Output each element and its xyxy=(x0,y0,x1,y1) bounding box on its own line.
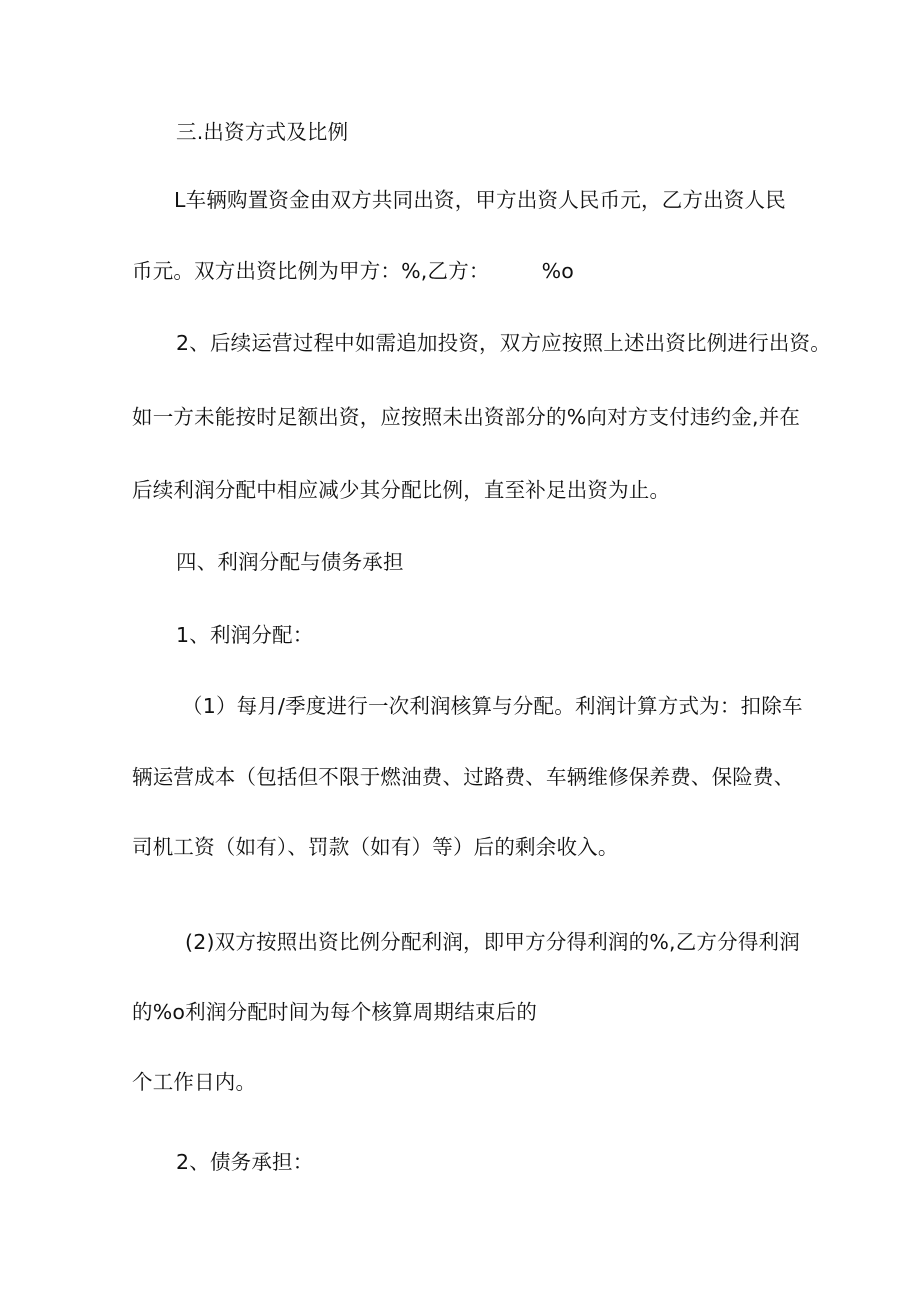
item-2-line-2: 如一方未能按时足额出资，应按照未出资部分的%向对方支付违约金,并在 xyxy=(132,405,801,429)
subsection-1-heading: 1、利润分配： xyxy=(176,623,314,647)
item-2-line-1: 2、后续运营过程中如需追加投资，双方应按照上述出资比例进行出资。 xyxy=(176,331,831,355)
paragraph-1-line-1: （1）每月/季度进行一次利润核算与分配。利润计算方式为：扣除车 xyxy=(182,694,803,718)
paragraph-2-line-1: (2)双方按照出资比例分配利润，即甲方分得利润的%,乙方分得利润 xyxy=(185,930,800,954)
item-1-line-2-suffix: %o xyxy=(541,259,575,283)
subsection-2-heading: 2、债务承担： xyxy=(176,1150,314,1174)
item-1-line-2 xyxy=(132,257,574,285)
item-1-line-2-text: 币元。双方出资比例为甲方：%,乙方： xyxy=(132,259,490,283)
paragraph-2-line-3: 个工作日内。 xyxy=(132,1070,257,1094)
item-2-line-3: 后续利润分配中相应减少其分配比例，直至补足出资为止。 xyxy=(132,478,671,502)
section-3-heading: 三.出资方式及比例 xyxy=(176,120,349,144)
paragraph-1-line-2: 辆运营成本（包括但不限于燃油费、过路费、车辆维修保养费、保险费、 xyxy=(132,765,795,789)
section-4-heading: 四、利润分配与债务承担 xyxy=(176,550,404,574)
paragraph-1-line-3: 司机工资（如有）、罚款（如有）等）后的剩余收入。 xyxy=(132,835,619,859)
paragraph-2-line-2: 的%o利润分配时间为每个核算周期结束后的 xyxy=(132,1000,538,1024)
item-1-line-1: L车辆购置资金由双方共同出资，甲方出资人民币元，乙方出资人民 xyxy=(174,188,786,212)
